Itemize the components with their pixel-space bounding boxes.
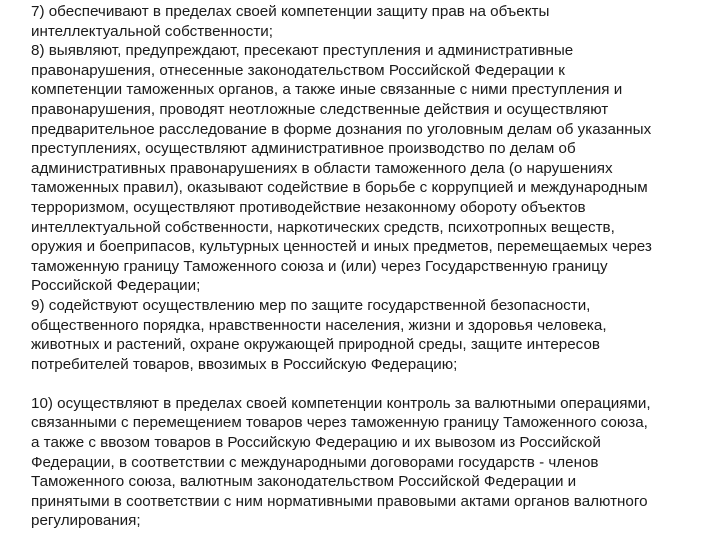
- text-line: Российской Федерации;: [31, 277, 201, 295]
- text-line: административных правонарушениях в области таможенного дела (о нарушениях: [31, 159, 613, 177]
- text-line: а также с ввозом товаров в Российскую Федерацию и их вывозом из Российской: [31, 434, 601, 452]
- text-line: 7) обеспечивают в пределах своей компетенции защиту прав на объекты: [31, 3, 550, 20]
- text-line: правонарушения, проводят неотложные следственные действия и осуществляют: [31, 100, 609, 118]
- text-line: регулирования;: [31, 512, 141, 530]
- text-line: принятыми в соответствии с ним нормативными правовыми актами органов валютного: [31, 492, 648, 510]
- text-line: компетенции таможенных органов, а также иные связанные с ними преступления и: [31, 81, 623, 99]
- text-line: интеллектуальной собственности;: [31, 22, 273, 40]
- text-line: интеллектуальной собственности, наркотических средств, психотропных веществ,: [31, 218, 615, 236]
- text-line: таможенную границу Таможенного союза и (или) через Государственную границу: [31, 257, 608, 275]
- text-line: 10) осуществляют в пределах своей компетенции контроль за валютными операциями,: [31, 394, 651, 412]
- text-line: общественного порядка, нравственности населения, жизни и здоровья человека,: [31, 316, 607, 334]
- text-line: правонарушения, отнесенные законодательством Российской Федерации к: [31, 61, 565, 79]
- text-line: предварительное расследование в форме дознания по уголовным делам об указанных: [31, 120, 652, 138]
- text-line: Таможенного союза, валютным законодательством Российской Федерации и: [31, 473, 577, 491]
- text-line: животных и растений, охране окружающей природной среды, защите интересов: [31, 336, 600, 354]
- text-line: 8) выявляют, предупреждают, пресекают преступления и административные: [31, 42, 574, 60]
- text-line: преступлениях, осуществляют административное производство по делам об: [31, 140, 576, 158]
- text-line: Федерации, в соответствии с международными договорами государств - членов: [31, 453, 599, 471]
- text-line: оружия и боеприпасов, культурных ценностей и иных предметов, перемещаемых через: [31, 238, 652, 256]
- paragraph-gap: [31, 374, 711, 394]
- text-line: таможенных правил), оказывают содействие в борьбе с коррупцией и международным: [31, 179, 648, 197]
- text-line: терроризмом, осуществляют противодействие незаконному обороту объектов: [31, 198, 586, 216]
- legal-text-block: [31, 2, 711, 531]
- text-line: 9) содействуют осуществлению мер по защите государственной безопасности,: [31, 296, 591, 314]
- text-line: связанными с перемещением товаров через таможенную границу Таможенного союза,: [31, 414, 648, 432]
- text-line: потребителей товаров, ввозимых в Российскую Федерацию;: [31, 355, 458, 373]
